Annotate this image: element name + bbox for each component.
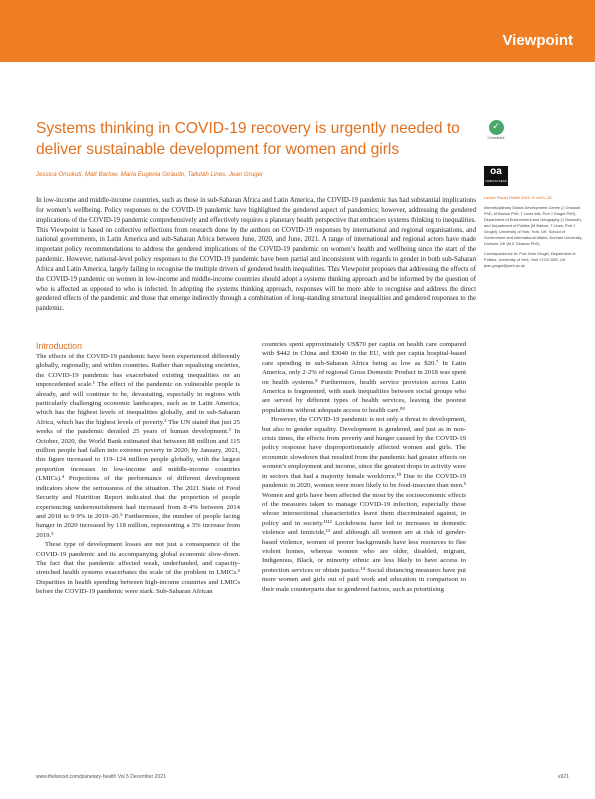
affiliation-line: University of York, York, UK; bbox=[499, 229, 548, 234]
affiliations bbox=[484, 205, 584, 247]
section-label: Viewpoint bbox=[502, 32, 573, 49]
abstract: In low-income and middle-income countries, such as those in sub-Saharan Africa and Latin America, the COVID-19 pandemic has had substantial implications for women’s wellbeing. Policy responses to the COVID-19 pandemic have highlighted the gendered aspect of pandemics; however, addressing the gendered implications of the COVID-19 pandemic comprehensively and effectively requires a planetary health perspective that embraces systems thinking to inequalities. This Viewpoint is based on collective reflections from research done by the authors on COVID-19 responses by international and regional organisations, and national governments, in Latin America and sub-Saharan Africa between June, 2020, and June, 2021. A range of international and regional actors have made important policy recommendations to address the gendered implications of the COVID-19 pandemic on women’s health and wellbeing since the start of the pandemic. However, national-level policy responses to the COVID-19 pandemic have been partial and inconsistent with regards to gender in both sub-Saharan Africa and Latin America, largely failing to recognise the multiple drivers of gendered health inequalities. This Viewpoint proposes that addressing the effects of the COVID-19 pandemic on women in low-income and middle-income countries should adopt a systems thinking approach and be informed by the question of who is affected as opposed to who is infected. In adopting the systems thinking approach, responses will be more able to recognise and address the direct gendered effects of the pandemic and those that emerge indirectly through a combination of long-standing structural inequalities and gendered responses to the pandemic. bbox=[36, 197, 476, 313]
affiliation-line: (M E Giraudo PhD) bbox=[506, 241, 540, 246]
paragraph: countries spent approximately US$70 per capita on health care compared with $442 in China and $3040 in the EU, with per capita hospital-based care spending in sub-Saharan Africa being as low as $20.⁷ In Latin America, only 2·2% of regional Gross Domestic Product in 2018 was spent on health systems.⁸ Furthermore, health service provision across Latin America is fragmented, with stark inequalities between social groups who are served by different types of health services, leaving the poorest populations without adequate access to health care.⁸⁹ bbox=[262, 341, 466, 414]
crossmark-icon: ✓ bbox=[489, 120, 504, 135]
article-title: Systems thinking in COVID-19 recovery is urgently needed to deliver sustainable development for women and girls bbox=[36, 120, 460, 158]
open-access-icon: oa bbox=[490, 166, 502, 177]
open-access-badge bbox=[484, 166, 508, 186]
affiliation-line: Interdisciplinary Global Development Centre bbox=[484, 205, 561, 210]
journal-info[interactable]: www.thelancet.com/planetary-health Vol 5 December 2021 bbox=[36, 774, 166, 780]
affiliation-line: School of Government and International Affairs, Durham University, Durham, UK bbox=[484, 229, 583, 246]
body-column-left bbox=[36, 352, 240, 597]
paragraph: However, the COVID-19 pandemic is not only a threat to development, but also to gender equality. Development is gendered, and just as in non-crisis times, the effects from poverty and hunger caused by the COVID-19 policy response have disproportionately affected women and girls. The economic slowdown that resulted from the pandemic had greater effects on women’s employment and income, since the greatest drops in activity were in sectors that had a majority female workforce.¹⁰ Due to the COVID-19 pandemic in 2020, women were more likely to be food-insecure than men.⁵ Women and girls have been affected the most by the socioeconomic effects of the measures taken to manage COVID-19 infection, especially those whose intersectional characteristics leave them discriminated against, in policy and in society.¹¹¹² Lockdowns have led to increases in domestic violence and femicide,¹³ and although all women are at risk of gender-based violence, women of poorer backgrounds have less resources to flee violent homes, whereas women who are older, disabled, migrant, Indigenous, Black, or minority ethnic are less likely to have access to protection services or obtain justice.¹⁴ Social distancing measures have put more women and girls out of paid work and education in comparison to their male counterparts due to gendered factors, such as prioritising bbox=[262, 416, 466, 593]
affiliation-line: Department of Environment and Geography (J Omukuti), bbox=[484, 217, 582, 222]
citation-line: Lancet Planet Health 2021; 5: e921–28 bbox=[484, 195, 552, 200]
crossmark-badge[interactable] bbox=[484, 120, 508, 140]
author-list: Jessica Omukuti, Matt Barlow, Maria Eugenia Giraudo, Tallulah Lines, Jean Grugel bbox=[36, 171, 263, 178]
section-heading-introduction: Introduction bbox=[36, 341, 82, 351]
paragraph: These type of development losses are not just a consequence of the COVID-19 pandemic and its accompanying global economic slow-down. The fact that the pandemic affected weak, underfunded, and capacity-stretched health systems exacerbates the scale of the problem in LMICs.⁶ Disparities in health spending between high-income countries and LMICs before the COVID-19 pandemic were stark. Sub-Saharan African bbox=[36, 541, 240, 596]
header-bar bbox=[0, 0, 595, 62]
crossmark-label: CrossMark bbox=[487, 136, 505, 140]
body-column-right bbox=[262, 340, 466, 594]
paragraph: The effects of the COVID-19 pandemic have been experienced differently globally, regionally, and within countries. Rather than equalising societies, the COVID-19 pandemic has exacerbated existing inequalities on an unprecedented scale.¹ The effect of the pandemic on vulnerable people is already, and will continue to be, devastating, especially in regions with particularly challenging economic landscapes, such as in Latin America, which has the highest levels of inequalities globally, and in sub-Saharan Africa, which has the highest levels of poverty.² The UN stated that just 25 weeks of the pandemic derailed 25 years of human development.³ In October, 2020, the World Bank estimated that between 88 million and 115 million people had fallen into extreme poverty in 2020; by January, 2021, this figure increased to 119–124 million people globally, with the largest proportion increases in low-income and middle-income countries (LMICs).⁴ Projections of the performance of different development indicators show the seriousness of the situation. The 2021 State of Food Security and Nutrition Report indicated that the proportion of people experiencing undernourishment had increased from 8·4% between 2014 and 2018 to 9·9% in 2019–20.⁵ Furthermore, the number of people facing hunger in 2020 increased by 118 million, representing a 3% increase from 2019.⁵ bbox=[36, 353, 240, 539]
affiliation-line: (M Barlow, T Lines, Prof J Grugel), bbox=[484, 223, 576, 234]
affiliation-line: (J Omukuti PhD, M Barlow PhD, T Lines MA, Prof J Grugel PhD), bbox=[484, 205, 581, 216]
correspondence[interactable]: Correspondence to: Prof Jean Grugel, Department of Politics, University of York, York YO10 5DD, UK jean.grugel@york.ac.uk bbox=[484, 251, 576, 268]
page-number: e921 bbox=[557, 774, 569, 780]
open-access-label: OPEN ACCESS bbox=[485, 179, 507, 183]
affiliation-line: and Department of Politics bbox=[484, 223, 530, 228]
side-notes bbox=[484, 195, 584, 273]
